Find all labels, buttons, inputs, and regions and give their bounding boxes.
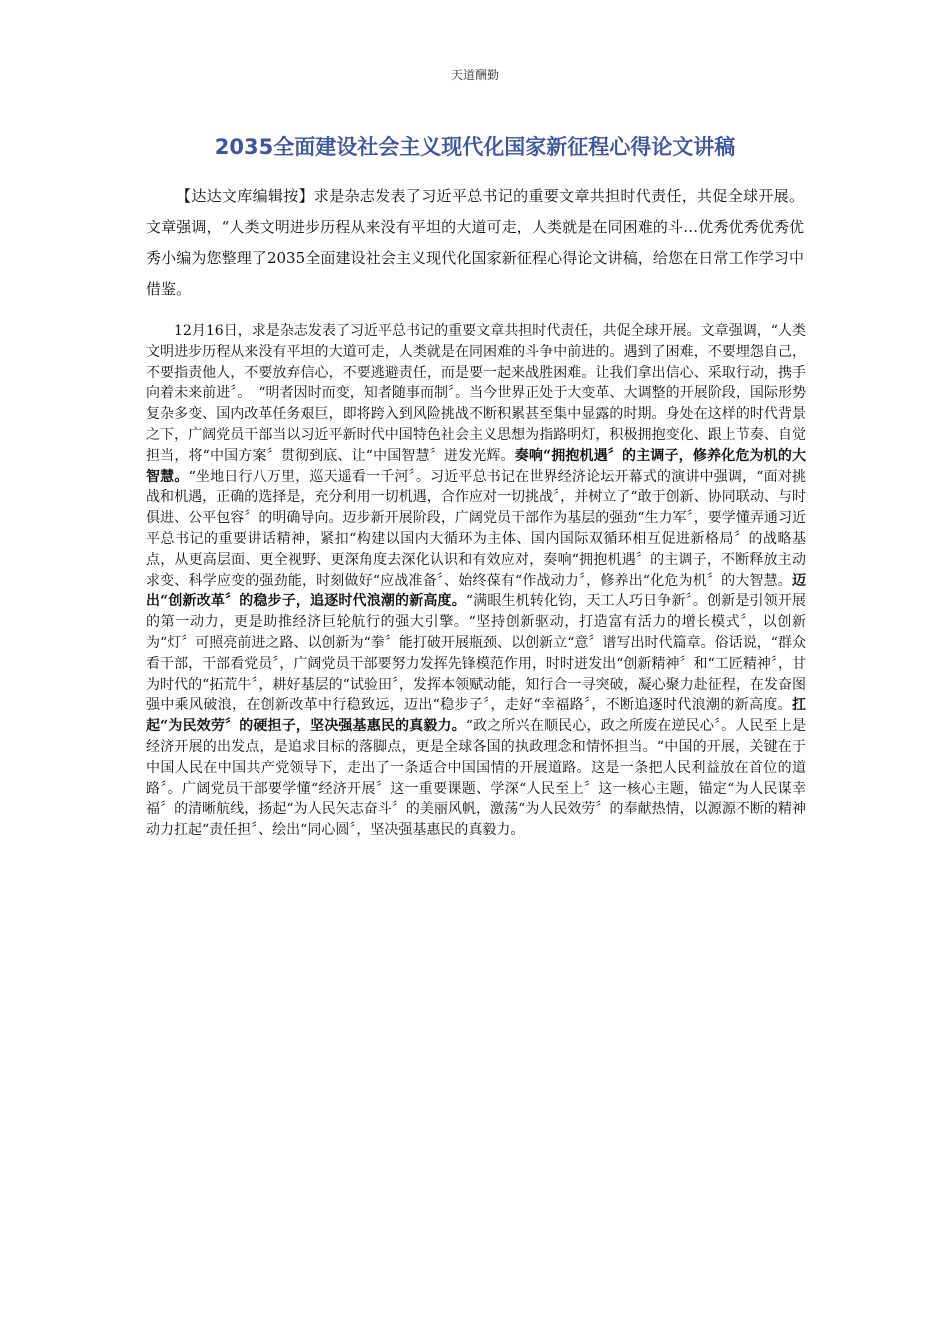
body-text-segment-1: 12月16日，求是杂志发表了习近平总书记的重要文章共担时代责任，共促全球开展。文章强调，“人类文明进步历程从来没有平坦的大道可走，人类就是在同困难的斗争中前进的。遇到了困难，不要埋怨自己，不要指责他人，不要放弃信心，不要逃避责任，而是要一起来战胜困难。让我们拿出信心、采取行动，携手向着未来前进〞。 “明者因时而变，知者随事而制〞。当今世界正处于大变革、大调整的开展阶段，国际形势复杂多变、国内改革任务艰巨，即将跨入到风险挑战不断积累甚至集中显露的时期。身处在这样的时代背景之下，广阔党员干部当以习近平新时代中国特色社会主义思想为指路明灯，积极拥抱变化、跟上节奏、自觉担当，将“中国方案〞贯彻到底、让“中国智慧〞迸发光辉。 (146, 323, 806, 464)
body-paragraph (146, 321, 806, 841)
section-heading-1: 奏响“拥抱机遇〞的主调子，修养化危为机的大智慧。 (146, 447, 806, 485)
body-text-segment-4: “政之所兴在顺民心，政之所废在逆民心〞。人民至上是经济开展的出发点，是追求目标的落脚点，更是全球各国的执政理念和情怀担当。“中国的开展，关键在于中国人民在中国共产党领导下，走出了一条适合中国国情的开展道路。这是一条把人民利益放在首位的道路〞。广阔党员干部要学懂“经济开展〞这一重要课题、学深“人民至上〞这一核心主题，锚定“为人民谋幸福〞的清晰航线，扬起“为人民矢志奋斗〞的美丽风帆，激荡“为人民效劳〞的奉献热情，以源源不断的精神动力扛起“责任担〞、绘出“同心圆〞，坚决强基惠民的真毅力。 (146, 718, 806, 839)
document-title: 2035全面建设社会主义现代化国家新征程心得论文讲稿 (214, 135, 736, 159)
section-heading-3: 扛起“为民效劳〞的硬担子，坚决强基惠民的真毅力。 (146, 697, 806, 735)
editor-note: 【达达文库编辑按】求是杂志发表了习近平总书记的重要文章共担时代责任，共促全球开展。文章强调，“人类文明进步历程从来没有平坦的大道可走，人类就是在同困难的斗…优秀优秀优秀优秀小编为您整理了2035全面建设社会主义现代化国家新征程心得论文讲稿，给您在日常工作学习中借鉴。 (146, 187, 804, 298)
body-text-segment-2: “坐地日行八万里，巡天遥看一千河〞。习近平总书记在世界经济论坛开幕式的演讲中强调，“面对挑战和机遇，正确的选择是，充分利用一切机遇，合作应对一切挑战〞，并树立了“敢于创新、协同联动、与时俱进、公平包容〞的明确导向。迈步新开展阶段，广阔党员干部作为基层的强劲“生力军〞，要学懂弄通习近平总书记的重要讲话精神，紧扣“构建以国内大循环为主体、国内国际双循环相互促进新格局〞的战略基点，从更高层面、更全视野、更深角度去深化认识和有效应对，奏响“拥抱机遇〞的主调子，不断释放主动求变、科学应变的强劲能，时刻做好“应战准备〞、始终葆有“作战动力〞，修养出“化危为机〞的大智慧。 (146, 468, 807, 589)
body-text-segment-3: “满眼生机转化钧，天工人巧日争新〞。创新是引领开展的第一动力，更是助推经济巨轮航行的强大引擎。“坚持创新驱动，打造富有活力的增长模式〞，以创新为“灯〞可照亮前进之路、以创新为“拳〞能打破开展瓶颈、以创新立“意〞谱写出时代篇章。俗话说，“群众看干部，干部看党员〞，广阔党员干部要努力发挥先锋模范作用，时时迸发出“创新精神〞和“工匠精神〞，甘为时代的“拓荒牛〞，耕好基层的“试验田〞，发挥本领赋动能，知行合一寻突破，凝心聚力赴征程，在发奋图强中乘风破浪，在创新改革中行稳致远，迈出“稳步子〞，走好“幸福路〞，不断追逐时代浪潮的新高度。 (146, 593, 806, 714)
page-header: 天道酬勤 (450, 68, 499, 82)
section-heading-2: 迈出“创新改革〞的稳步子，追逐时代浪潮的新高度。 (146, 572, 806, 610)
